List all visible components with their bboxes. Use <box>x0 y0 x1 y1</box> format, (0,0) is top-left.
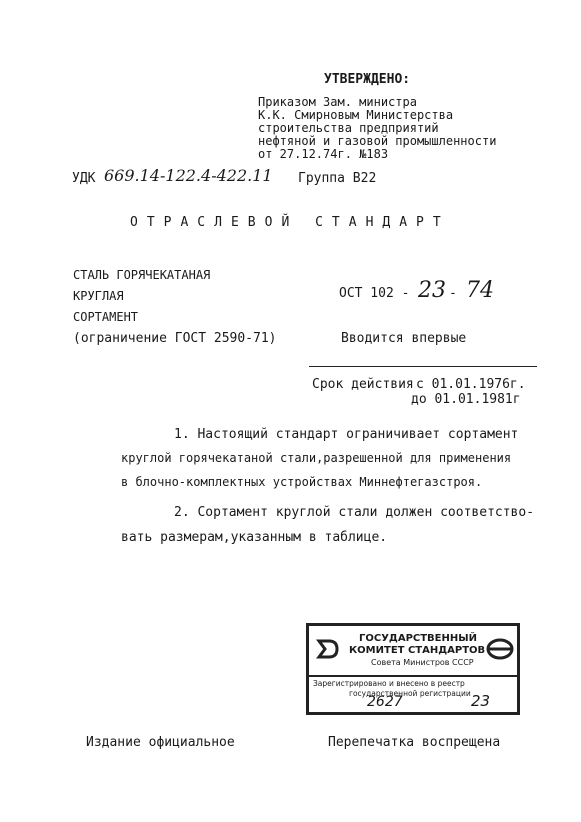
paragraph-2-line-1: 2. Сортамент круглой стали должен соответство- <box>174 505 535 520</box>
subject-line-1: СТАЛЬ ГОРЯЧЕКАТАНАЯ <box>73 268 211 282</box>
subject-line-2: КРУГЛАЯ <box>73 289 124 303</box>
paragraph-2-line-2: вать размерам,указанным в таблице. <box>121 530 388 545</box>
stamp-divider <box>309 675 517 677</box>
group-label: Группа В22 <box>298 171 377 186</box>
validity-from: с 01.01.1976г. <box>416 377 526 392</box>
stamp-org-line-2: КОМИТЕТ СТАНДАРТОВ <box>349 645 486 656</box>
approval-line: Приказом Зам. министра <box>258 95 417 109</box>
stamp-reg-day: 23 <box>471 692 491 710</box>
stamp-reg-number: 2627 <box>367 694 403 710</box>
approval-heading: УТВЕРЖДЕНО: <box>324 72 411 87</box>
designation-prefix: ОСТ 102 - <box>339 286 410 301</box>
udc-code: 669.14-122.4-422.11 <box>104 166 273 185</box>
standard-title: ОТРАСЛЕВОЙ СТАНДАРТ <box>130 215 450 230</box>
approval-line: К.К. Смирновым Министерства <box>258 108 454 122</box>
paragraph-1-line-3: в блочно-комплектных устройствах Миннефтегазстроя. <box>121 475 483 489</box>
emblem-right-icon <box>485 636 515 662</box>
divider-line <box>309 366 537 367</box>
validity-to: до 01.01.1981г <box>411 392 521 407</box>
stamp-reg-line-2: государственной регистрации <box>349 689 471 698</box>
emblem-left-icon <box>315 638 341 660</box>
stamp-org-line-3: Совета Министров СССР <box>371 658 474 667</box>
paragraph-1-line-1: 1. Настоящий стандарт ограничивает сортамент <box>174 427 519 442</box>
subject-line-4: (ограничение ГОСТ 2590-71) <box>73 331 277 346</box>
stamp-reg-line-1: Зарегистрировано и внесено в реестр <box>313 679 465 688</box>
footer-reprint-notice: Перепечатка воспрещена <box>328 735 501 750</box>
stamp-org-line-1: ГОСУДАРСТВЕННЫЙ <box>359 633 477 644</box>
approval-line: строительства предприятий <box>258 121 439 135</box>
registration-stamp <box>306 623 520 715</box>
validity-label: Срок действия <box>312 377 414 392</box>
designation-dash: - <box>449 286 457 301</box>
approval-block <box>258 96 496 161</box>
introduced-note: Вводится впервые <box>341 331 467 346</box>
designation-year: 74 <box>466 278 494 303</box>
subject-line-3: СОРТАМЕНТ <box>73 310 139 324</box>
approval-line: от 27.12.74г. №183 <box>258 147 389 161</box>
footer-edition: Издание официальное <box>86 735 235 750</box>
approval-line: нефтяной и газовой промышленности <box>258 134 497 148</box>
udc-label: УДК <box>72 171 96 186</box>
designation-number: 23 <box>418 278 446 303</box>
paragraph-1-line-2: круглой горячекатаной стали,разрешенной для применения <box>121 451 512 465</box>
